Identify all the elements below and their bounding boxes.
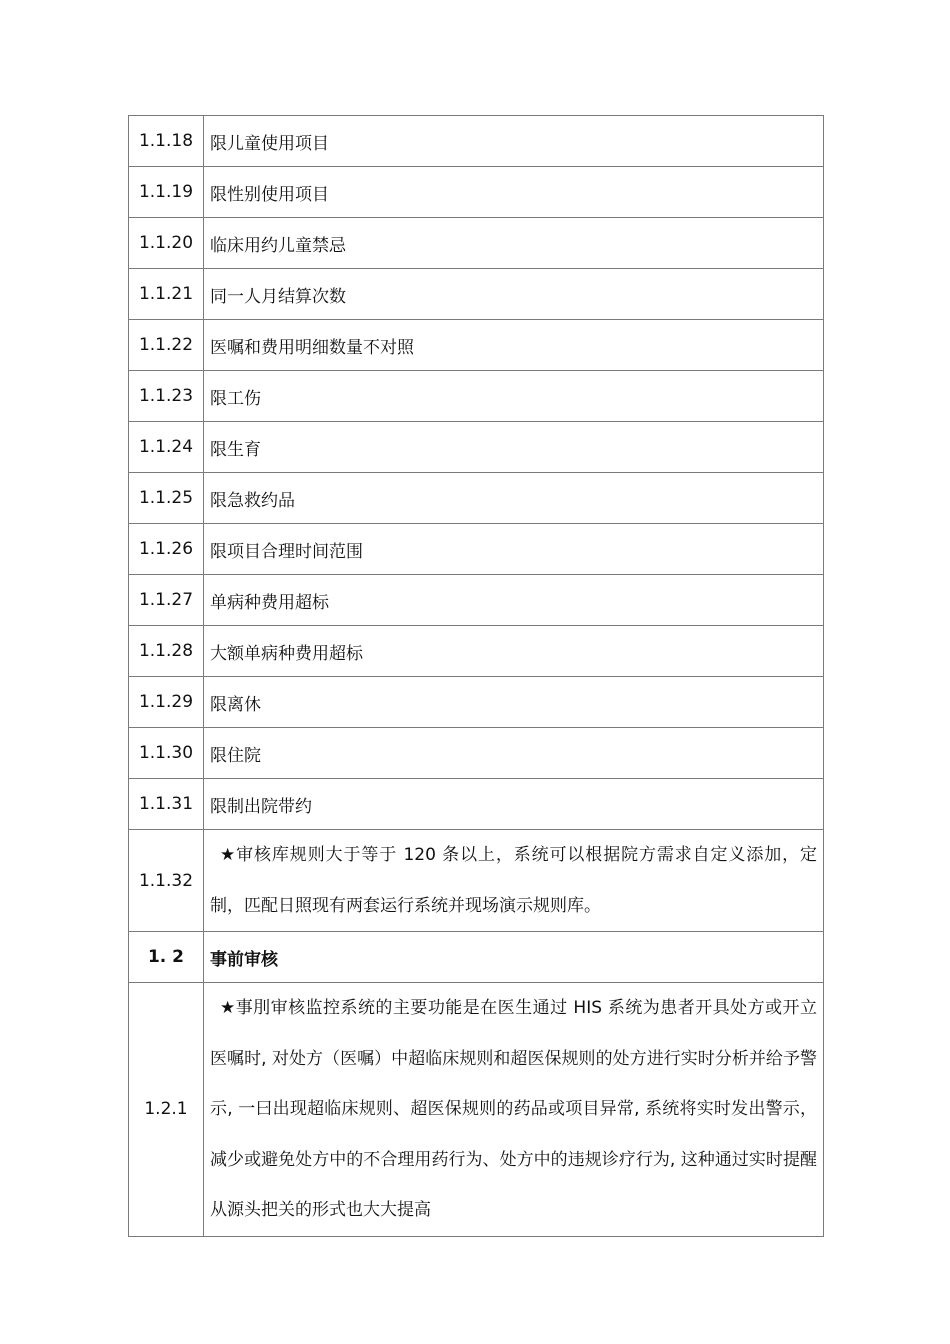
item-text: 同一人月结算次数 [204, 269, 824, 320]
item-number: 1.1.18 [129, 116, 204, 167]
table-row [129, 626, 824, 677]
table-row [129, 575, 824, 626]
item-number: 1.1.30 [129, 728, 204, 779]
item-text: 限生育 [204, 422, 824, 473]
item-text: 限儿童使用项目 [204, 116, 824, 167]
table-row [129, 728, 824, 779]
item-text: 医嘱和费用明细数量不对照 [204, 320, 824, 371]
table-row [129, 473, 824, 524]
table-row [129, 269, 824, 320]
item-text: 限急救约品 [204, 473, 824, 524]
section-number: 1. 2 [129, 932, 204, 983]
item-number: 1.1.25 [129, 473, 204, 524]
table-row [129, 371, 824, 422]
item-number: 1.1.27 [129, 575, 204, 626]
table-row [129, 422, 824, 473]
item-number: 1.1.29 [129, 677, 204, 728]
item-text: ★事刖审核监控系统的主要功能是在医生通过 HIS 系统为患者开具处方或开立医嘱时, 对处方（医嘱）中超临床规则和超医保规则的处方进行实时分析并给予警示, 一曰出现超临床规则、超医保规则的药品或项目异常, 系统将实时发出警示，减少或避免处方中的不合理用药行为、处方中的违规诊疗行为, 这种通过实时提醒从源头把关的形式也大大提高 [204, 983, 824, 1237]
item-number: 1.1.24 [129, 422, 204, 473]
section-title: 事前审核 [204, 932, 824, 983]
table-row [129, 524, 824, 575]
item-number: 1.1.22 [129, 320, 204, 371]
item-number: 1.1.23 [129, 371, 204, 422]
table-row [129, 116, 824, 167]
item-text: 限离休 [204, 677, 824, 728]
item-number: 1.1.32 [129, 830, 204, 932]
item-number: 1.1.21 [129, 269, 204, 320]
item-text: 大额单病种费用超标 [204, 626, 824, 677]
table-row [129, 677, 824, 728]
item-number: 1.1.20 [129, 218, 204, 269]
item-text: 限工伤 [204, 371, 824, 422]
section-row [129, 932, 824, 983]
item-text: 限制出院带约 [204, 779, 824, 830]
table-row [129, 218, 824, 269]
item-number: 1.1.26 [129, 524, 204, 575]
table-row [129, 167, 824, 218]
item-text: ★审核库规则大于等于 120 条以上，系统可以根据院方需求自定义添加，定制，匹配日照现有两套运行系统并现场演示规则库。 [204, 830, 824, 932]
item-text: 限住院 [204, 728, 824, 779]
item-text: 限项目合理时间范围 [204, 524, 824, 575]
spec-table [128, 115, 824, 1237]
item-text: 单病种费用超标 [204, 575, 824, 626]
table-row [129, 830, 824, 932]
item-text: 临床用约儿童禁忌 [204, 218, 824, 269]
item-number: 1.1.31 [129, 779, 204, 830]
table-row [129, 320, 824, 371]
item-number: 1.2.1 [129, 983, 204, 1237]
item-number: 1.1.28 [129, 626, 204, 677]
item-text: 限性别使用项目 [204, 167, 824, 218]
table-row [129, 983, 824, 1237]
item-number: 1.1.19 [129, 167, 204, 218]
table-row [129, 779, 824, 830]
